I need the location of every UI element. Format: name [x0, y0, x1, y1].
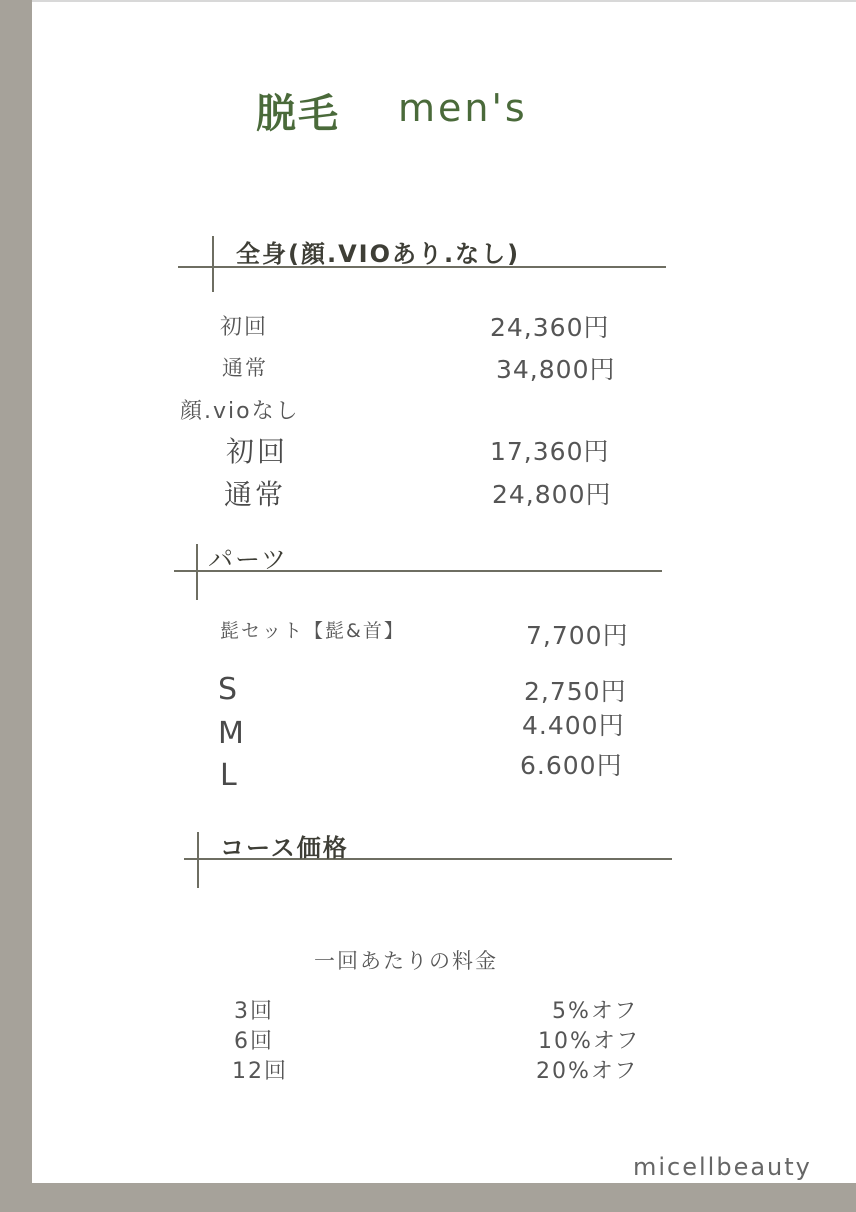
- section-course-heading: コース価格: [220, 834, 349, 862]
- brand-name: micellbeauty: [633, 1153, 812, 1181]
- section-parts-heading: パーツ: [208, 545, 289, 574]
- no-face-vio-subheading: 顔.vioなし: [180, 399, 300, 424]
- course-caption: 一回あたりの料金: [314, 949, 498, 973]
- section-full-body-vrule: [212, 236, 214, 292]
- course-6-label: 6回: [234, 1029, 274, 1054]
- course-12-discount: 20%オフ: [536, 1059, 639, 1084]
- no-face-vio-first-price: 17,360円: [490, 437, 610, 466]
- size-s-price: 2,750円: [524, 677, 627, 706]
- page-top-edge: [32, 0, 856, 2]
- size-s-label: S: [218, 672, 238, 707]
- no-face-vio-regular-label: 通常: [224, 478, 287, 511]
- full-body-regular-label: 通常: [222, 356, 268, 380]
- course-12-label: 12回: [232, 1059, 288, 1084]
- size-m-price: 4.400円: [522, 711, 625, 740]
- full-body-first-label: 初回: [220, 315, 269, 340]
- size-l-price: 6.600円: [520, 751, 623, 780]
- no-face-vio-regular-price: 24,800円: [492, 480, 612, 509]
- section-full-body-heading: 全身(顔.VIOあり.なし): [236, 240, 521, 268]
- full-body-regular-price: 34,800円: [496, 355, 616, 384]
- section-parts-vrule: [196, 544, 198, 600]
- size-m-label: M: [218, 716, 244, 751]
- course-6-discount: 10%オフ: [538, 1029, 641, 1054]
- page-frame-left: [0, 0, 32, 1212]
- course-3-discount: 5%オフ: [552, 999, 639, 1024]
- no-face-vio-first-label: 初回: [226, 435, 289, 468]
- beard-set-label: 髭セット【髭&首】: [220, 620, 405, 642]
- section-course-vrule: [197, 832, 199, 888]
- page-frame-bottom: [0, 1183, 856, 1212]
- course-3-label: 3回: [234, 999, 274, 1024]
- size-l-label: L: [220, 758, 237, 793]
- page-title-en: men's: [398, 86, 528, 130]
- page-title-jp: 脱毛: [256, 91, 340, 137]
- full-body-first-price: 24,360円: [490, 313, 610, 342]
- beard-set-price: 7,700円: [526, 621, 629, 650]
